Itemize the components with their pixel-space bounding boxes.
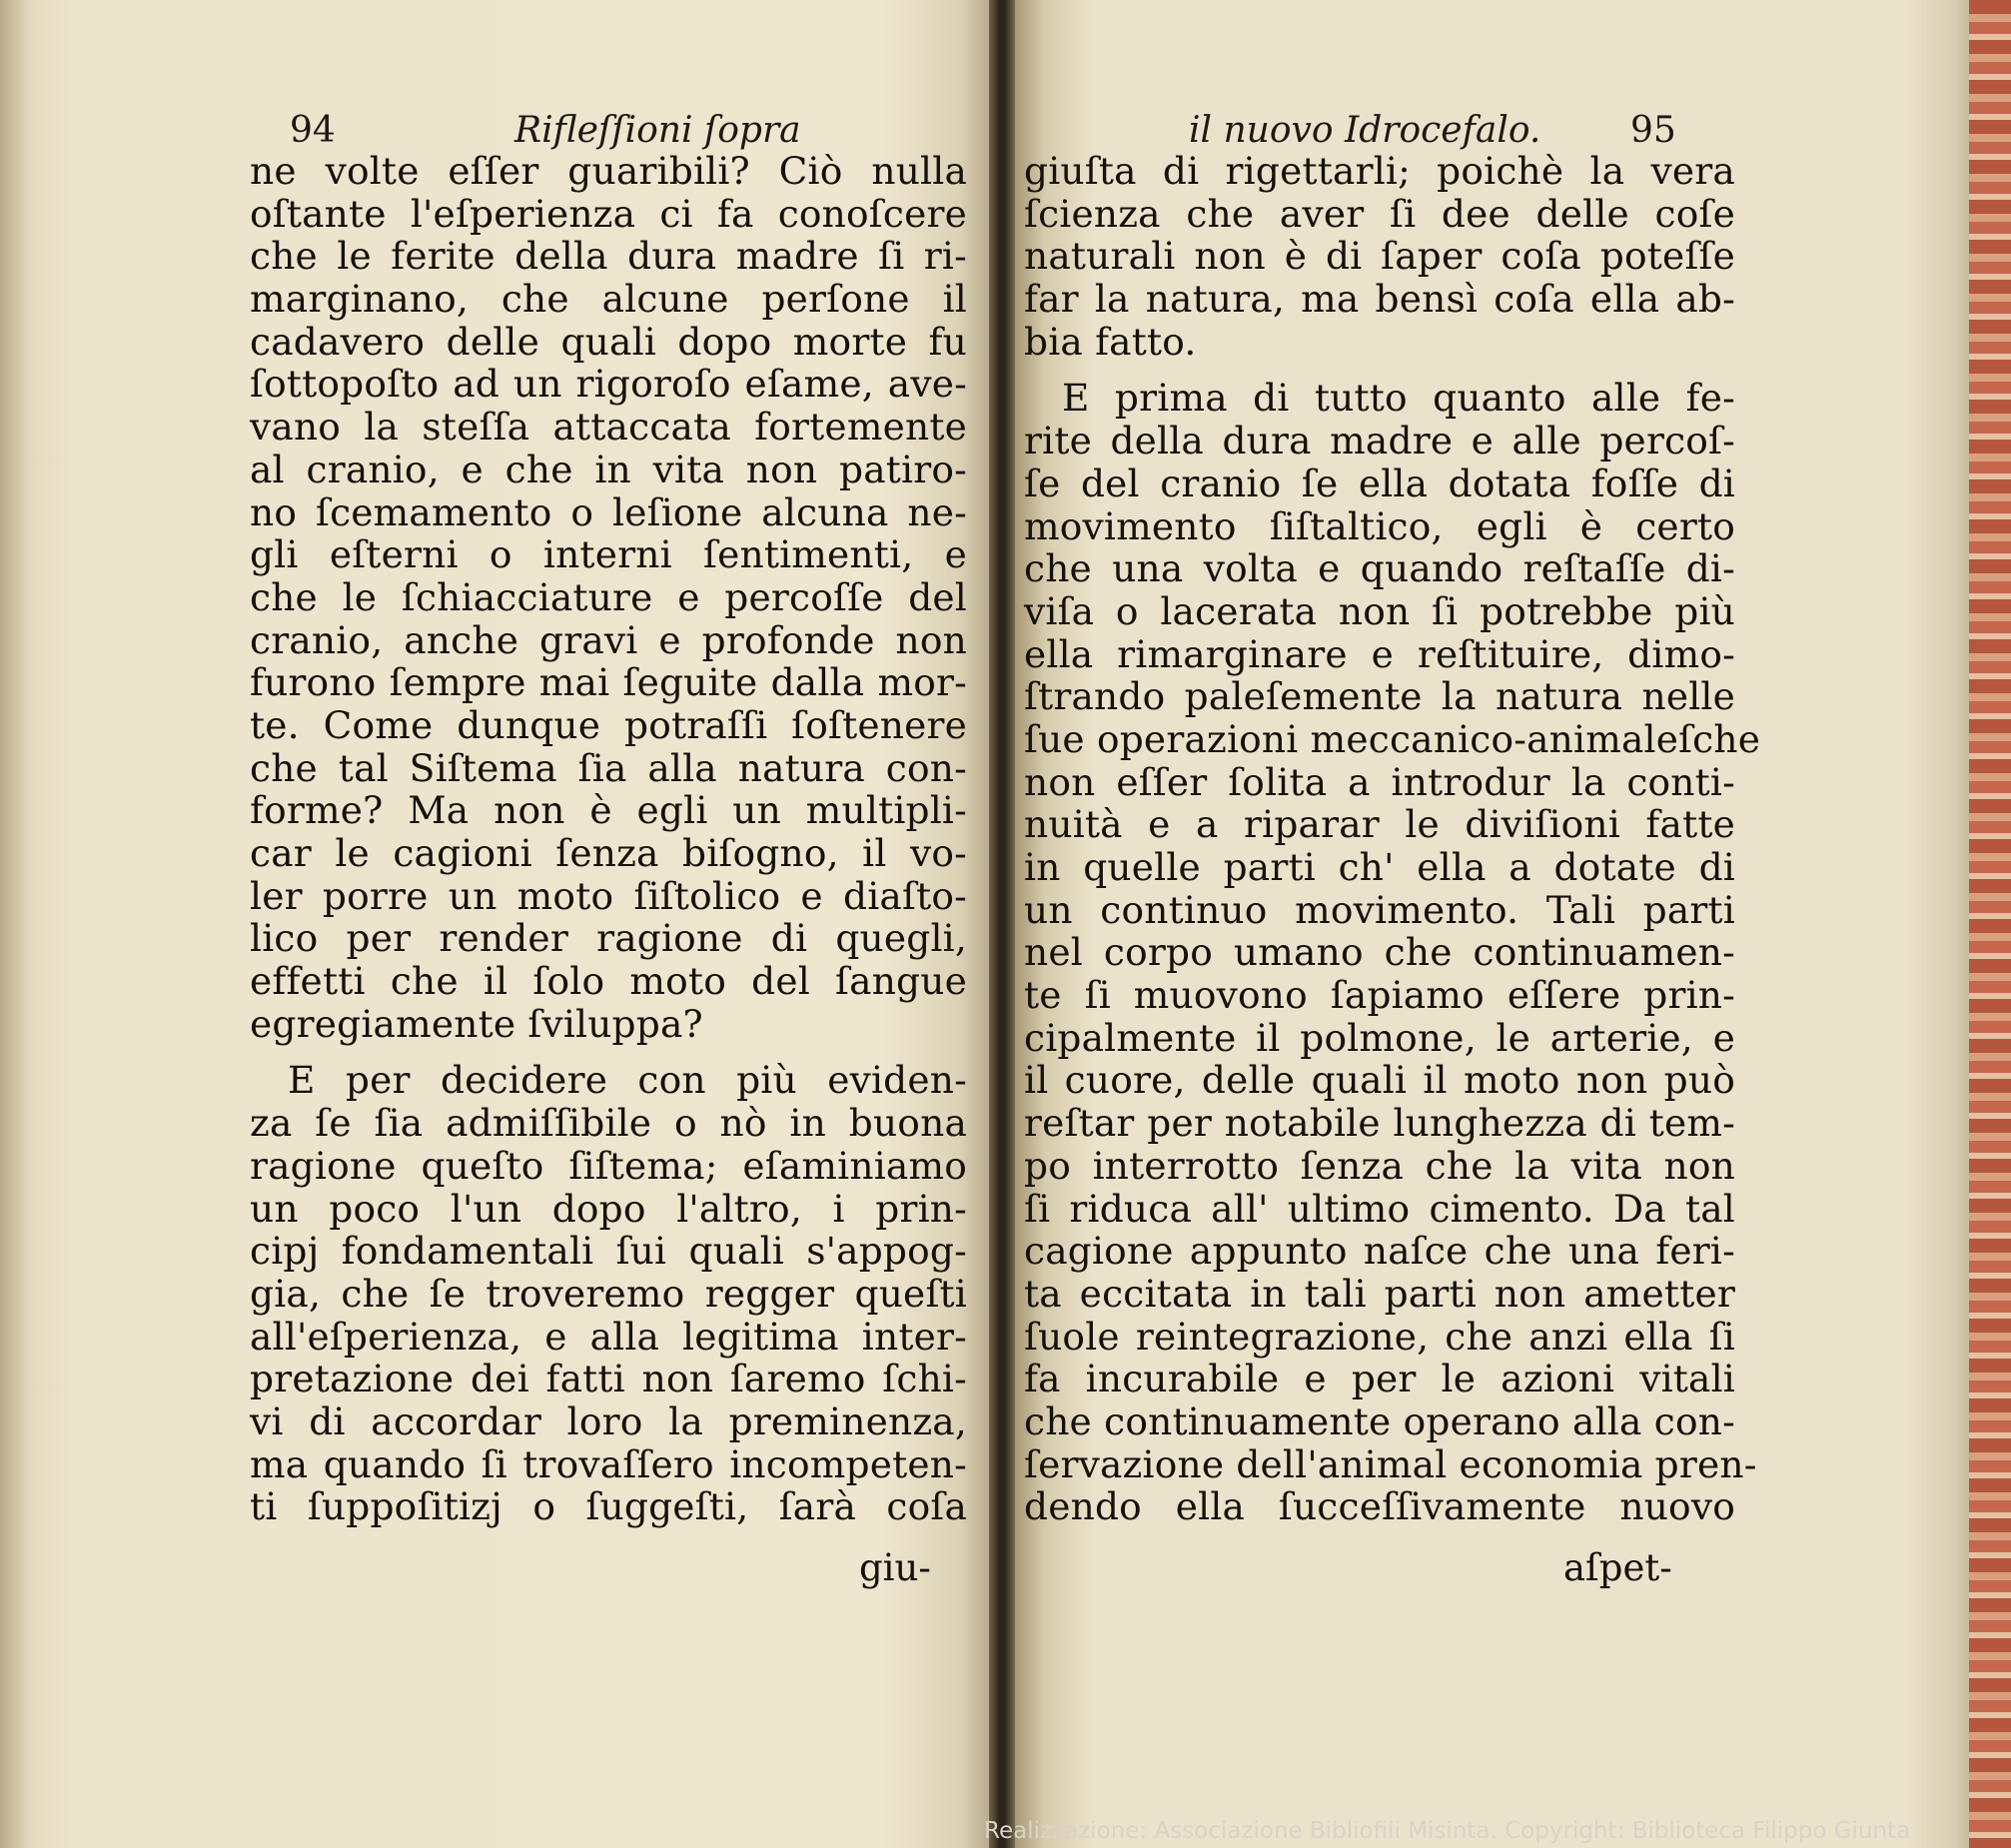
- text-line: fa incurabile e per le azioni vitali: [1024, 1357, 1735, 1401]
- text-line: ta eccitata in tali parti non ametter: [1024, 1271, 1735, 1316]
- copyright-credit: Realizzazione: Associazione Bibliofili Misinta. Copyright: Biblioteca Filippo Giunta: [984, 1818, 1911, 1844]
- text-line: al cranio, e che in vita non patiro-: [250, 447, 967, 491]
- text-line: cipj fondamentali ſui quali s'appog-: [250, 1229, 967, 1274]
- left-running-head: Rifleſſioni ſopra: [514, 110, 801, 151]
- text-line: ma quando ſi trovaſſero incompeten-: [250, 1441, 967, 1486]
- text-line: all'eſperienza, e alla legitima inter-: [250, 1314, 967, 1359]
- text-line: ne volte eſſer guaribili? Ciò nulla: [250, 149, 967, 193]
- text-line: non eſſer ſolita a introdur la conti-: [1024, 759, 1735, 804]
- text-line: ſi riduca all' ultimo cimento. Da tal: [1024, 1186, 1735, 1231]
- text-line: gli eſterni o interni ſentimenti, e: [250, 532, 967, 577]
- text-line: ſue operazioni meccanico-animaleſche: [1024, 716, 1761, 761]
- text-line: il cuore, delle quali il moto non può: [1024, 1058, 1735, 1103]
- text-line: forme? Ma non è egli un multipli-: [250, 788, 967, 833]
- text-line: reſtar per notabile lunghezza di tem-: [1024, 1101, 1735, 1146]
- text-line: cipalmente il polmone, le arterie, e: [1024, 1015, 1735, 1060]
- text-line: far la natura, ma bensì coſa ella ab-: [1024, 277, 1735, 322]
- text-line: car le cagioni ſenza biſogno, il vo-: [250, 831, 967, 875]
- text-line: nuità e a riparar le diviſioni fatte: [1024, 802, 1735, 847]
- text-line: te ſi muovono ſapiamo eſſere prin-: [1024, 973, 1735, 1018]
- text-line: cranio, anche gravi e profonde non: [250, 617, 967, 662]
- fore-edge: [1969, 0, 2011, 1848]
- text-line: pretazione dei fatti non ſaremo ſchi-: [250, 1357, 967, 1401]
- text-line: egregiamente ſviluppa?: [250, 1001, 703, 1046]
- text-line: ſuole reintegrazione, che anzi ella ſi: [1024, 1314, 1735, 1359]
- text-line: bia fatto.: [1024, 319, 1197, 364]
- text-line: furono ſempre mai ſeguite dalla mor-: [250, 660, 967, 705]
- text-line: ſottopoſto ad un rigoroſo eſame, ave-: [250, 362, 967, 407]
- left-page-text: [250, 150, 967, 1528]
- text-line: no ſcemamento o leſione alcuna ne-: [250, 489, 967, 534]
- book-gutter: [989, 0, 1015, 1848]
- text-line: viſa o lacerata non ſi potrebbe più: [1024, 588, 1735, 633]
- text-line: un continuo movimento. Tali parti: [1024, 887, 1735, 932]
- text-line: ella rimarginare e reſtituire, dimo-: [1024, 631, 1735, 676]
- text-line: nel corpo umano che continuamen-: [1024, 930, 1735, 975]
- text-line: effetti che il ſolo moto del ſangue: [250, 959, 967, 1004]
- text-line: E prima di tutto quanto alle fe-: [1062, 376, 1735, 421]
- text-line: che le ferite della dura madre ſi ri-: [250, 234, 967, 279]
- text-line: ti ſuppoſitizj o ſuggeſti, ſarà coſa: [250, 1484, 967, 1529]
- text-line: in quelle parti ch' ella a dotate di: [1024, 845, 1735, 889]
- text-line: cadavero delle quali dopo morte fu: [250, 319, 967, 364]
- text-line: marginano, che alcune perſone il: [250, 277, 967, 322]
- right-page-number: 95: [1630, 110, 1676, 151]
- text-line: oſtante l'eſperienza ci fa conoſcere: [250, 191, 967, 236]
- text-line: ſcienza che aver ſi dee delle coſe: [1024, 191, 1735, 236]
- text-line: ſtrando paleſemente la natura nelle: [1024, 674, 1735, 719]
- text-line: che continuamente operano alla con-: [1024, 1398, 1735, 1443]
- text-line: che le ſchiacciature e percoſſe del: [250, 574, 967, 619]
- text-line: za ſe ſia admiſſibile o nò in buona: [250, 1101, 967, 1146]
- right-catchword: aſpet-: [1563, 1546, 1672, 1589]
- text-line: ſe del cranio ſe ella dotata foſſe di: [1024, 461, 1735, 505]
- left-page-number: 94: [290, 110, 336, 151]
- text-line: rite della dura madre e alle percoſ-: [1024, 419, 1735, 463]
- text-line: te. Come dunque potraſſi ſoſtenere: [250, 702, 967, 747]
- text-line: E per decidere con più eviden-: [288, 1058, 967, 1103]
- text-line: naturali non è di ſaper coſa poteſſe: [1024, 234, 1735, 279]
- text-line: dendo ella ſucceſſivamente nuovo: [1024, 1484, 1735, 1529]
- text-line: che una volta e quando reſtaſſe di-: [1024, 546, 1735, 591]
- text-line: po interrotto ſenza che la vita non: [1024, 1143, 1735, 1188]
- text-line: cagione appunto naſce che una feri-: [1024, 1229, 1735, 1274]
- text-line: giuſta di rigettarli; poichè la vera: [1024, 149, 1735, 193]
- text-line: gia, che ſe troveremo regger queſti: [250, 1271, 967, 1316]
- right-page-text: [1024, 149, 1761, 1529]
- text-line: un poco l'un dopo l'altro, i prin-: [250, 1186, 967, 1231]
- text-line: vi di accordar loro la preminenza,: [250, 1398, 967, 1443]
- text-line: ragione queſto ſiſtema; eſaminiamo: [250, 1143, 967, 1188]
- right-running-head: il nuovo Idrocefalo.: [1189, 110, 1541, 151]
- text-line: lico per render ragione di quegli,: [250, 916, 967, 961]
- text-line: che tal Siſtema ſia alla natura con-: [250, 745, 967, 790]
- left-catchword: giu-: [859, 1546, 931, 1589]
- text-line: movimento ſiſtaltico, egli è certo: [1024, 503, 1735, 548]
- text-line: ſervazione dell'animal economia pren-: [1024, 1441, 1757, 1486]
- text-line: ler porre un moto ſiſtolico e diaſto-: [250, 873, 967, 918]
- text-line: vano la steſſa attaccata fortemente: [250, 405, 967, 450]
